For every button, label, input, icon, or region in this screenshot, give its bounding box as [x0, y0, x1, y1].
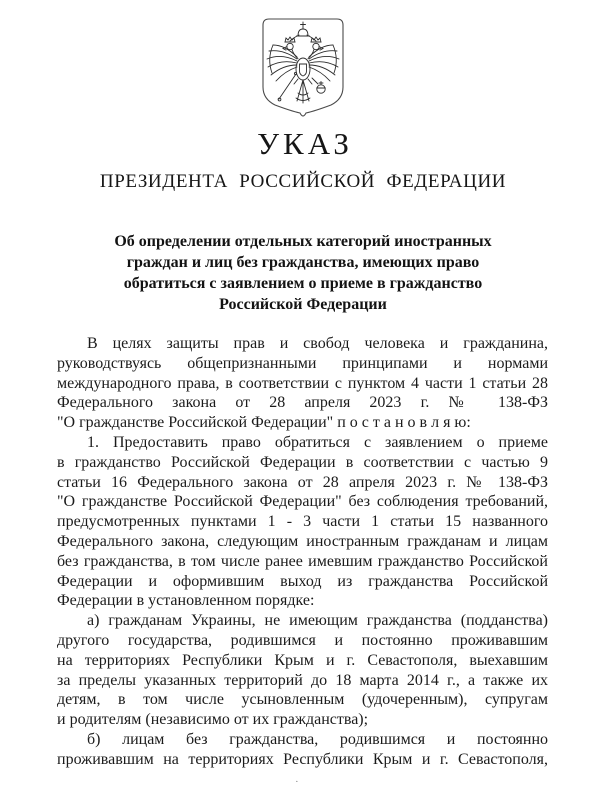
- body-line: без гражданства, в том числе ранее имевшим гражданство Российской: [57, 552, 548, 570]
- body-line: Федерального закона, следующим иностранным гражданам и лицам: [57, 532, 548, 550]
- body-line: статьи 16 Федерального закона от 28 апреля 2023 г. № 138-ФЗ: [57, 473, 548, 491]
- paragraph-preamble: [57, 334, 548, 433]
- document-organization: ПРЕЗИДЕНТА РОССИЙСКОЙ ФЕДЕРАЦИИ: [99, 171, 507, 192]
- subject-line: Об определении отдельных категорий иностранных: [114, 233, 492, 250]
- body-line: "О гражданстве Российской Федерации" п о с т а н о в л я ю:: [57, 414, 471, 432]
- subject-line: Российской Федерации: [219, 296, 387, 313]
- body-line: Федерации и оформившим выход из гражданства Российской: [57, 572, 548, 590]
- body-line: б) лицам без гражданства, родившимся и постоянно: [87, 730, 548, 748]
- body-line: Федерального закона от 28 апреля 2023 г. № 138-ФЗ: [57, 394, 548, 412]
- subject-line: граждан и лиц без гражданства, имеющих право: [126, 254, 480, 271]
- body-line: на территориях Республики Крым и г. Севастополя, выехавшим: [57, 651, 548, 669]
- body-line: Федерации в установленном порядке:: [57, 592, 315, 610]
- document-title: УКАЗ: [257, 126, 353, 161]
- body-line: детям, в том числе усыновленным (удочеренным), супругам: [57, 691, 548, 709]
- document-subject: [57, 231, 549, 315]
- paragraph-item-1: [57, 433, 548, 611]
- body-line: 1. Предоставить право обратиться с заявлением о приеме: [87, 433, 548, 451]
- paragraph-subitem-a: [57, 611, 548, 730]
- body-line: другого государства, родившимся и постоянно проживавшим: [57, 631, 548, 649]
- body-line: международного права, в соответствии с пунктом 4 части 1 статьи 28: [57, 374, 548, 392]
- body-line: в гражданство Российской Федерации в соответствии с частью 9: [57, 453, 548, 471]
- emblem-container: [0, 15, 606, 119]
- paragraph-subitem-b: [57, 730, 548, 770]
- body-line: и родителям (независимо от их гражданства);: [57, 711, 369, 729]
- body-line: руководствуясь общепризнанными принципами и нормами: [57, 354, 548, 372]
- body-line: предусмотренных пунктами 1 - 3 части 1 статьи 15 названного: [57, 513, 548, 531]
- body-line: В целях защиты прав и свобод человека и гражданина,: [87, 335, 548, 352]
- russia-coat-of-arms-icon: [259, 15, 347, 119]
- body-line: а) гражданам Украины, не имеющим гражданства (подданства): [87, 612, 548, 630]
- document-body: [57, 334, 548, 770]
- body-line: проживавшим на территориях Республики Крым и г. Севастополя,: [57, 750, 548, 768]
- body-line: за пределы указанных территорий до 18 марта 2014 г., а также их: [57, 671, 548, 689]
- subject-line: обратиться с заявлением о приеме в гражданство: [123, 275, 483, 292]
- page-footer-mark: ·: [295, 776, 299, 786]
- body-line: "О гражданстве Российской Федерации" без соблюдения требований,: [57, 493, 548, 511]
